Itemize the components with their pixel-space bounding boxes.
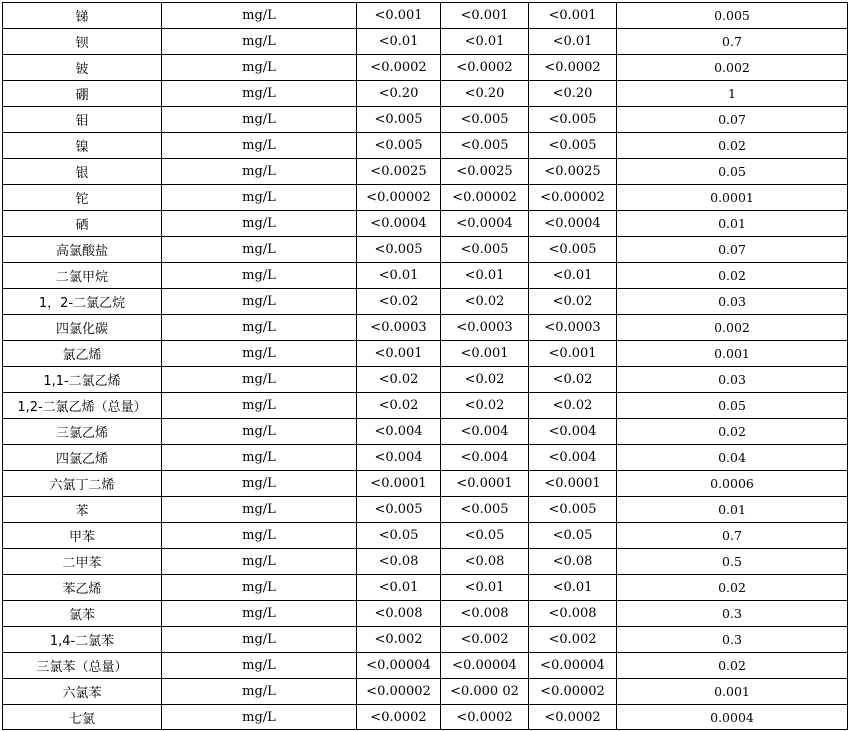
result-cell-2: <0.02 <box>441 367 529 393</box>
table-body <box>3 3 848 730</box>
limit-cell: 0.02 <box>617 575 848 601</box>
table-row <box>3 705 848 730</box>
result-cell-2: <0.004 <box>441 445 529 471</box>
parameter-name: 硒 <box>3 211 162 237</box>
limit-cell: 0.03 <box>617 367 848 393</box>
table-row <box>3 627 848 653</box>
parameter-name: 六氯苯 <box>3 679 162 705</box>
result-cell-2: <0.01 <box>441 575 529 601</box>
result-cell-2: <0.0002 <box>441 55 529 81</box>
limit-cell: 0.7 <box>617 523 848 549</box>
result-cell-1: <0.0002 <box>357 705 441 730</box>
result-cell-2: <0.00002 <box>441 185 529 211</box>
table-row <box>3 3 848 29</box>
result-cell-2: <0.002 <box>441 627 529 653</box>
parameter-name: 氯乙烯 <box>3 341 162 367</box>
limit-cell: 0.002 <box>617 315 848 341</box>
result-cell-1: <0.05 <box>357 523 441 549</box>
result-cell-2: <0.02 <box>441 393 529 419</box>
result-cell-2: <0.001 <box>441 3 529 29</box>
result-cell-2: <0.001 <box>441 341 529 367</box>
table-row <box>3 263 848 289</box>
result-cell-2: <0.008 <box>441 601 529 627</box>
table-row <box>3 575 848 601</box>
unit-cell: mg/L <box>162 133 357 159</box>
unit-cell: mg/L <box>162 601 357 627</box>
limit-cell: 0.005 <box>617 3 848 29</box>
limit-cell: 0.04 <box>617 445 848 471</box>
result-cell-1: <0.004 <box>357 419 441 445</box>
result-cell-1: <0.00002 <box>357 679 441 705</box>
result-cell-1: <0.002 <box>357 627 441 653</box>
result-cell-3: <0.002 <box>529 627 617 653</box>
result-cell-2: <0.20 <box>441 81 529 107</box>
parameter-name: 高氯酸盐 <box>3 237 162 263</box>
parameter-name: 钼 <box>3 107 162 133</box>
unit-cell: mg/L <box>162 263 357 289</box>
table-row <box>3 393 848 419</box>
unit-cell: mg/L <box>162 289 357 315</box>
result-cell-3: <0.01 <box>529 263 617 289</box>
parameter-name: 镍 <box>3 133 162 159</box>
table-row <box>3 497 848 523</box>
table-row <box>3 315 848 341</box>
table-row <box>3 237 848 263</box>
table-row <box>3 471 848 497</box>
result-cell-2: <0.0001 <box>441 471 529 497</box>
result-cell-3: <0.0025 <box>529 159 617 185</box>
table-row <box>3 211 848 237</box>
result-cell-3: <0.005 <box>529 237 617 263</box>
table-row <box>3 159 848 185</box>
result-cell-1: <0.0002 <box>357 55 441 81</box>
parameter-name: 硼 <box>3 81 162 107</box>
parameter-name: 1，2-二氯乙烷 <box>3 289 162 315</box>
limit-cell: 0.02 <box>617 133 848 159</box>
result-cell-2: <0.00004 <box>441 653 529 679</box>
result-cell-2: <0.005 <box>441 107 529 133</box>
table-row <box>3 679 848 705</box>
result-cell-3: <0.0001 <box>529 471 617 497</box>
parameter-name: 甲苯 <box>3 523 162 549</box>
unit-cell: mg/L <box>162 81 357 107</box>
unit-cell: mg/L <box>162 211 357 237</box>
limit-cell: 0.3 <box>617 627 848 653</box>
parameter-name: 银 <box>3 159 162 185</box>
table-row <box>3 81 848 107</box>
table-row <box>3 55 848 81</box>
limit-cell: 0.3 <box>617 601 848 627</box>
result-cell-2: <0.005 <box>441 133 529 159</box>
unit-cell: mg/L <box>162 523 357 549</box>
parameter-name: 七氯 <box>3 705 162 730</box>
parameter-name: 1,2-二氯乙烯（总量） <box>3 393 162 419</box>
unit-cell: mg/L <box>162 653 357 679</box>
unit-cell: mg/L <box>162 367 357 393</box>
result-cell-3: <0.004 <box>529 445 617 471</box>
result-cell-3: <0.02 <box>529 367 617 393</box>
table-row <box>3 341 848 367</box>
result-cell-1: <0.20 <box>357 81 441 107</box>
limit-cell: 0.002 <box>617 55 848 81</box>
result-cell-1: <0.005 <box>357 497 441 523</box>
result-cell-2: <0.004 <box>441 419 529 445</box>
table-row <box>3 29 848 55</box>
result-cell-2: <0.05 <box>441 523 529 549</box>
limit-cell: 0.0001 <box>617 185 848 211</box>
result-cell-3: <0.001 <box>529 3 617 29</box>
limit-cell: 0.07 <box>617 107 848 133</box>
parameter-name: 氯苯 <box>3 601 162 627</box>
table-row <box>3 289 848 315</box>
result-cell-1: <0.0025 <box>357 159 441 185</box>
result-cell-3: <0.00002 <box>529 679 617 705</box>
result-cell-3: <0.20 <box>529 81 617 107</box>
parameter-name: 钡 <box>3 29 162 55</box>
parameter-name: 铍 <box>3 55 162 81</box>
result-cell-3: <0.001 <box>529 341 617 367</box>
result-cell-3: <0.005 <box>529 133 617 159</box>
result-cell-3: <0.0004 <box>529 211 617 237</box>
parameter-name: 二甲苯 <box>3 549 162 575</box>
unit-cell: mg/L <box>162 393 357 419</box>
table-row <box>3 419 848 445</box>
unit-cell: mg/L <box>162 159 357 185</box>
unit-cell: mg/L <box>162 575 357 601</box>
result-cell-1: <0.001 <box>357 3 441 29</box>
table-row <box>3 653 848 679</box>
result-cell-2: <0.0004 <box>441 211 529 237</box>
parameter-name: 三氯乙烯 <box>3 419 162 445</box>
unit-cell: mg/L <box>162 315 357 341</box>
limit-cell: 0.02 <box>617 653 848 679</box>
result-cell-1: <0.001 <box>357 341 441 367</box>
result-cell-3: <0.004 <box>529 419 617 445</box>
result-cell-1: <0.0003 <box>357 315 441 341</box>
table-row <box>3 133 848 159</box>
table-row <box>3 107 848 133</box>
limit-cell: 0.01 <box>617 497 848 523</box>
water-quality-table <box>2 2 848 730</box>
parameter-name: 三氯苯（总量） <box>3 653 162 679</box>
result-cell-1: <0.004 <box>357 445 441 471</box>
unit-cell: mg/L <box>162 445 357 471</box>
table-row <box>3 367 848 393</box>
result-cell-3: <0.005 <box>529 497 617 523</box>
limit-cell: 0.05 <box>617 393 848 419</box>
result-cell-1: <0.005 <box>357 133 441 159</box>
result-cell-2: <0.005 <box>441 497 529 523</box>
unit-cell: mg/L <box>162 549 357 575</box>
result-cell-2: <0.01 <box>441 29 529 55</box>
limit-cell: 0.0004 <box>617 705 848 730</box>
result-cell-1: <0.00004 <box>357 653 441 679</box>
result-cell-1: <0.02 <box>357 367 441 393</box>
result-cell-3: <0.005 <box>529 107 617 133</box>
result-cell-3: <0.02 <box>529 289 617 315</box>
parameter-name: 锑 <box>3 3 162 29</box>
parameter-name: 铊 <box>3 185 162 211</box>
result-cell-1: <0.08 <box>357 549 441 575</box>
unit-cell: mg/L <box>162 705 357 730</box>
unit-cell: mg/L <box>162 3 357 29</box>
result-cell-3: <0.01 <box>529 29 617 55</box>
result-cell-2: <0.08 <box>441 549 529 575</box>
unit-cell: mg/L <box>162 471 357 497</box>
result-cell-3: <0.05 <box>529 523 617 549</box>
result-cell-2: <0.0025 <box>441 159 529 185</box>
unit-cell: mg/L <box>162 341 357 367</box>
result-cell-3: <0.08 <box>529 549 617 575</box>
parameter-name: 四氯乙烯 <box>3 445 162 471</box>
table-row <box>3 445 848 471</box>
unit-cell: mg/L <box>162 107 357 133</box>
result-cell-2: <0.000 02 <box>441 679 529 705</box>
unit-cell: mg/L <box>162 55 357 81</box>
parameter-name: 1,4-二氯苯 <box>3 627 162 653</box>
limit-cell: 0.07 <box>617 237 848 263</box>
limit-cell: 0.001 <box>617 679 848 705</box>
table-row <box>3 549 848 575</box>
limit-cell: 0.02 <box>617 419 848 445</box>
result-cell-2: <0.0003 <box>441 315 529 341</box>
limit-cell: 1 <box>617 81 848 107</box>
result-cell-3: <0.01 <box>529 575 617 601</box>
result-cell-3: <0.0002 <box>529 705 617 730</box>
result-cell-1: <0.005 <box>357 237 441 263</box>
result-cell-1: <0.00002 <box>357 185 441 211</box>
result-cell-1: <0.01 <box>357 575 441 601</box>
table-row <box>3 523 848 549</box>
limit-cell: 0.7 <box>617 29 848 55</box>
unit-cell: mg/L <box>162 237 357 263</box>
limit-cell: 0.5 <box>617 549 848 575</box>
result-cell-2: <0.01 <box>441 263 529 289</box>
result-cell-2: <0.0002 <box>441 705 529 730</box>
result-cell-1: <0.005 <box>357 107 441 133</box>
table-row <box>3 601 848 627</box>
unit-cell: mg/L <box>162 29 357 55</box>
unit-cell: mg/L <box>162 679 357 705</box>
unit-cell: mg/L <box>162 419 357 445</box>
limit-cell: 0.0006 <box>617 471 848 497</box>
limit-cell: 0.01 <box>617 211 848 237</box>
parameter-name: 苯乙烯 <box>3 575 162 601</box>
result-cell-3: <0.0003 <box>529 315 617 341</box>
result-cell-1: <0.01 <box>357 263 441 289</box>
result-cell-2: <0.02 <box>441 289 529 315</box>
parameter-name: 六氯丁二烯 <box>3 471 162 497</box>
result-cell-3: <0.0002 <box>529 55 617 81</box>
parameter-name: 四氯化碳 <box>3 315 162 341</box>
limit-cell: 0.05 <box>617 159 848 185</box>
result-cell-1: <0.02 <box>357 393 441 419</box>
limit-cell: 0.001 <box>617 341 848 367</box>
parameter-name: 1,1-二氯乙烯 <box>3 367 162 393</box>
unit-cell: mg/L <box>162 497 357 523</box>
result-cell-3: <0.02 <box>529 393 617 419</box>
unit-cell: mg/L <box>162 627 357 653</box>
parameter-name: 二氯甲烷 <box>3 263 162 289</box>
result-cell-3: <0.00002 <box>529 185 617 211</box>
result-cell-3: <0.008 <box>529 601 617 627</box>
result-cell-1: <0.008 <box>357 601 441 627</box>
result-cell-3: <0.00004 <box>529 653 617 679</box>
parameter-name: 苯 <box>3 497 162 523</box>
unit-cell: mg/L <box>162 185 357 211</box>
limit-cell: 0.03 <box>617 289 848 315</box>
result-cell-2: <0.005 <box>441 237 529 263</box>
result-cell-1: <0.02 <box>357 289 441 315</box>
result-cell-1: <0.0001 <box>357 471 441 497</box>
table-row <box>3 185 848 211</box>
result-cell-1: <0.0004 <box>357 211 441 237</box>
result-cell-1: <0.01 <box>357 29 441 55</box>
limit-cell: 0.02 <box>617 263 848 289</box>
